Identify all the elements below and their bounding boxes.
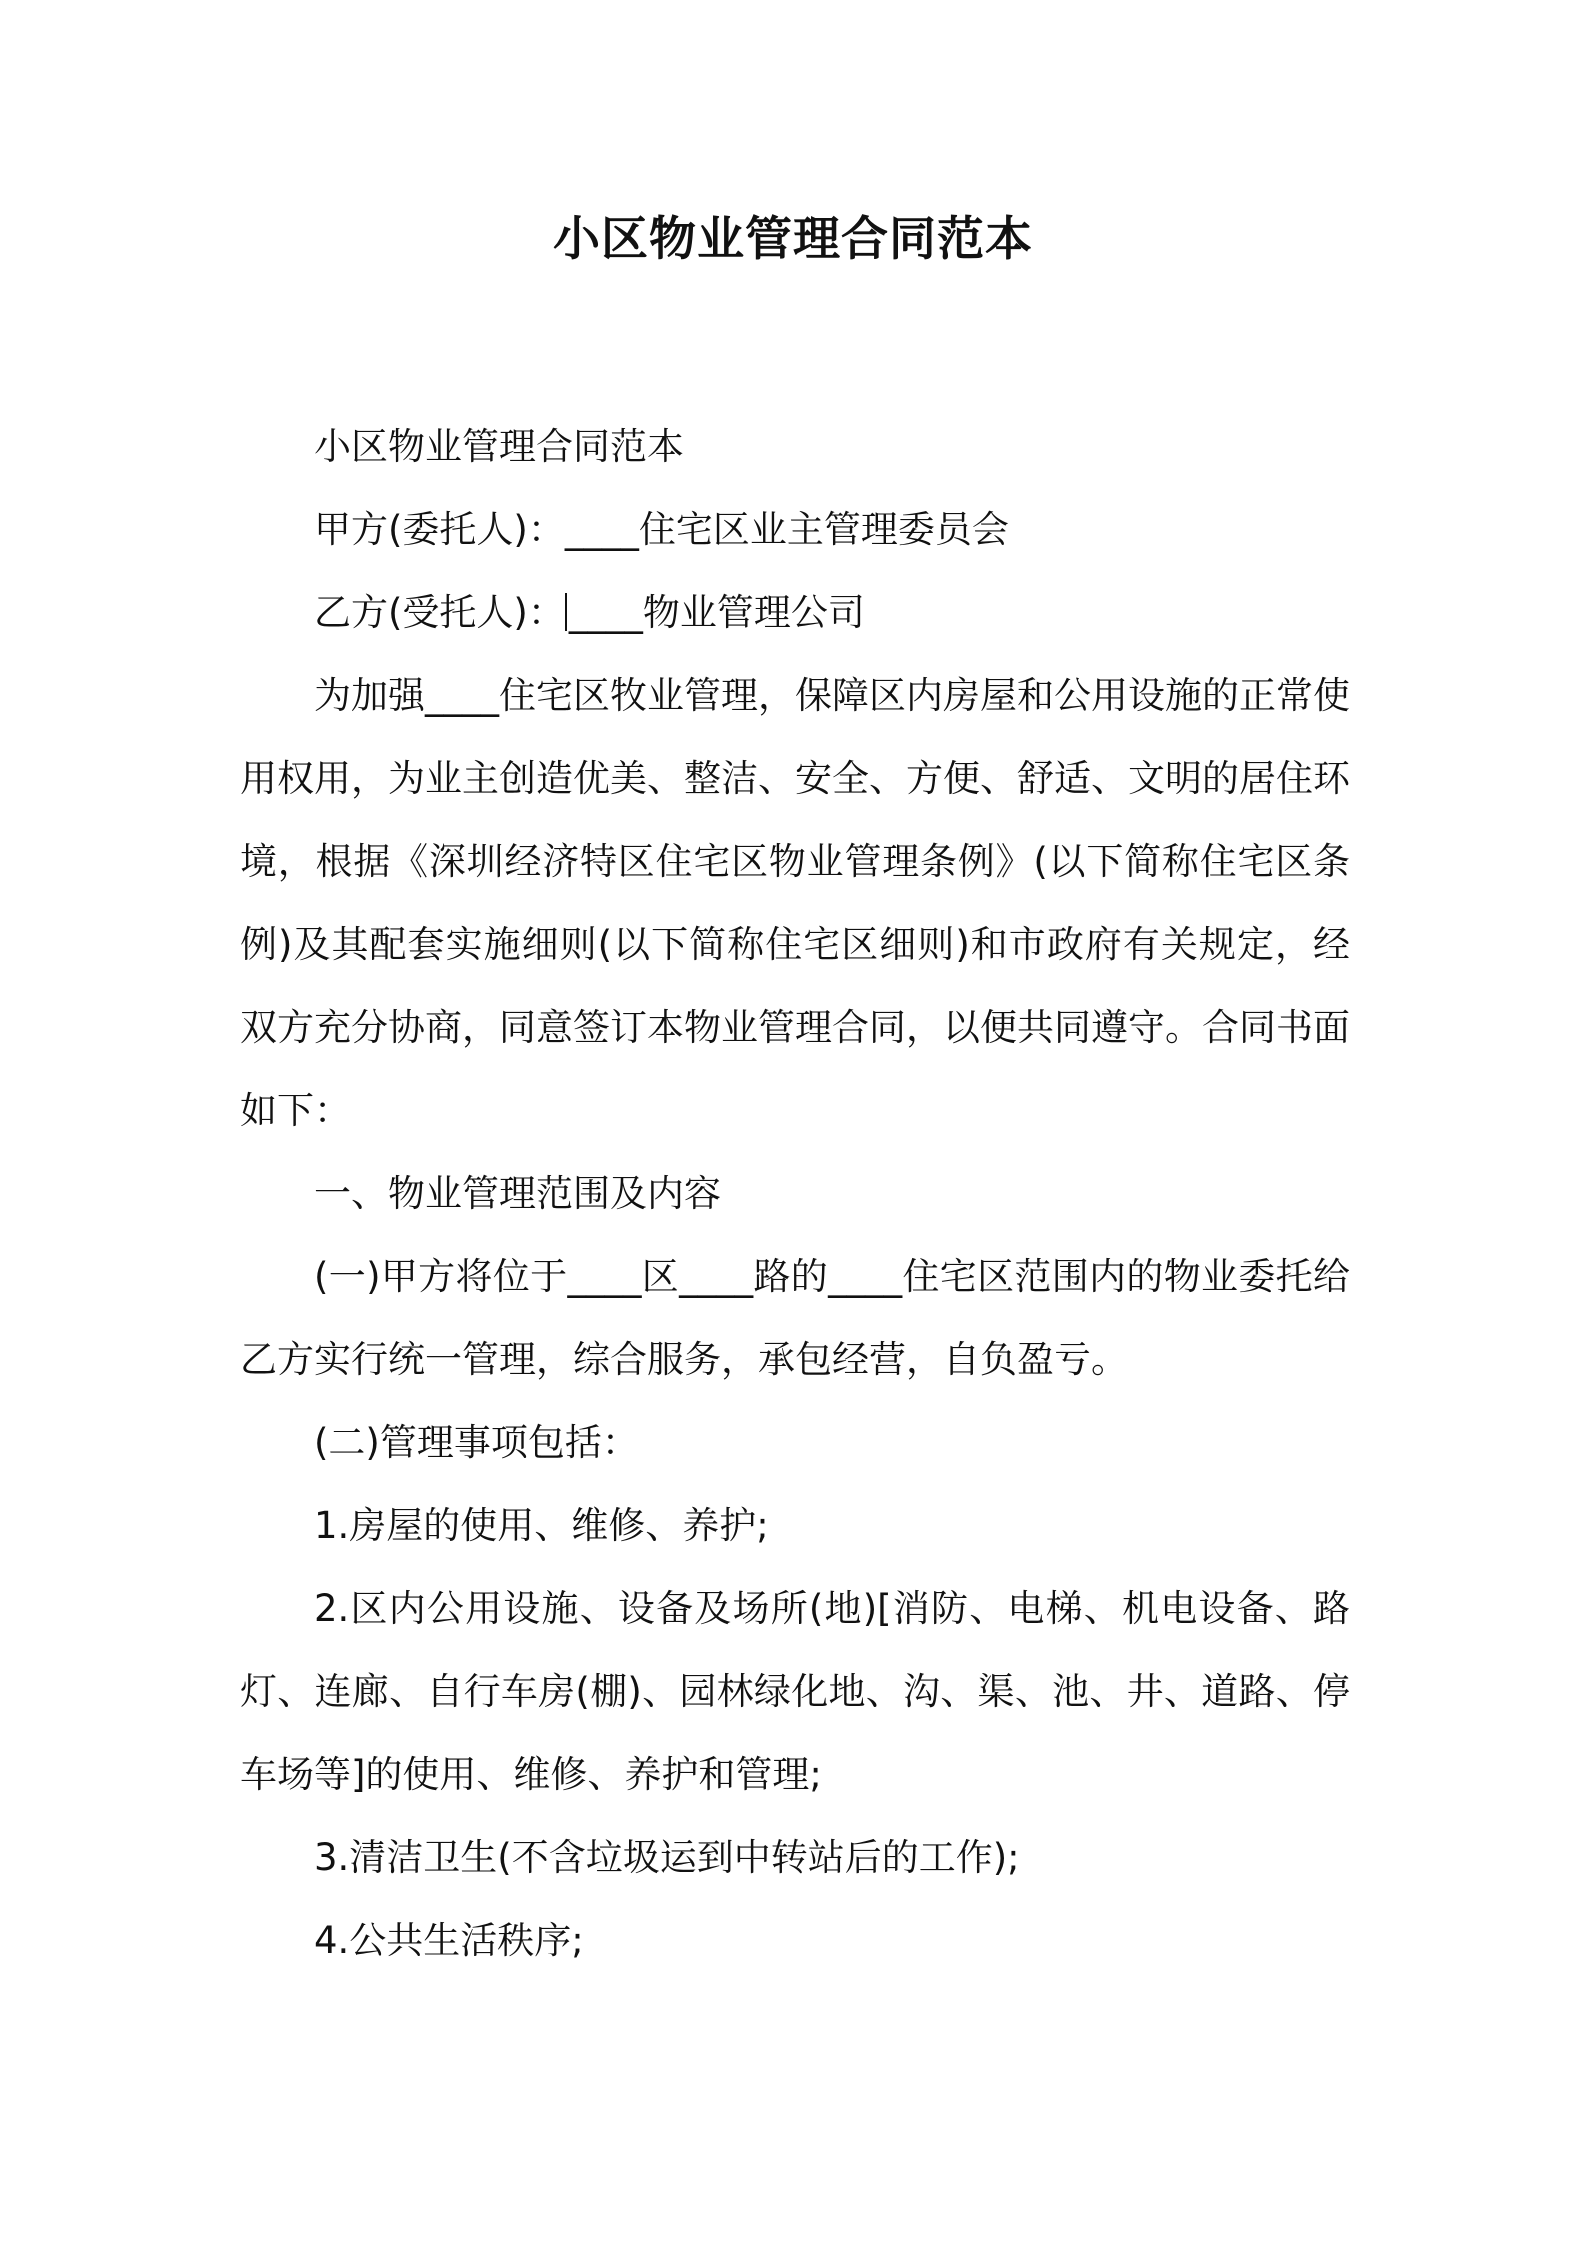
list-item-3: 3.清洁卫生(不含垃圾运到中转站后的工作);: [314, 1836, 1020, 1879]
clause-1: (一)甲方将位于____区____路的____住宅区范围内的物业委托给乙方实行统一管理，综合服务，承包经营，自负盈亏。: [240, 1255, 1350, 1381]
party-b-name: ____物业管理公司: [568, 591, 865, 634]
paragraph-party-a: 甲方(委托人)：____住宅区业主管理委员会: [314, 508, 1009, 551]
list-item-4: 4.公共生活秩序;: [314, 1919, 584, 1962]
section-heading-1: 一、物业管理范围及内容: [314, 1172, 721, 1215]
list-item-1: 1.房屋的使用、维修、养护;: [314, 1504, 769, 1547]
document-title: 小区物业管理合同范本: [553, 212, 1033, 267]
clause-2: (二)管理事项包括：: [314, 1421, 639, 1464]
text-cursor: [565, 593, 567, 631]
paragraph-subtitle: 小区物业管理合同范本: [314, 425, 684, 468]
document-body: [240, 405, 1350, 1982]
list-item-2: 2.区内公用设施、设备及场所(地)[消防、电梯、机电设备、路灯、连廊、自行车房(棚)、园林绿化地、沟、渠、池、井、道路、停车场等]的使用、维修、养护和管理;: [240, 1587, 1350, 1796]
paragraph-party-b: [240, 571, 1350, 654]
party-b-label: 乙方(受托人)：: [314, 591, 565, 634]
paragraph-preamble: 为加强____住宅区牧业管理，保障区内房屋和公用设施的正常使用权用，为业主创造优美、整洁、安全、方便、舒适、文明的居住环境，根据《深圳经济特区住宅区物业管理条例》(以下简称住宅区条例)及其配套实施细则(以下简称住宅区细则)和市政府有关规定，经双方充分协商，同意签订本物业管理合同，以便共同遵守。合同书面如下：: [240, 674, 1350, 1132]
